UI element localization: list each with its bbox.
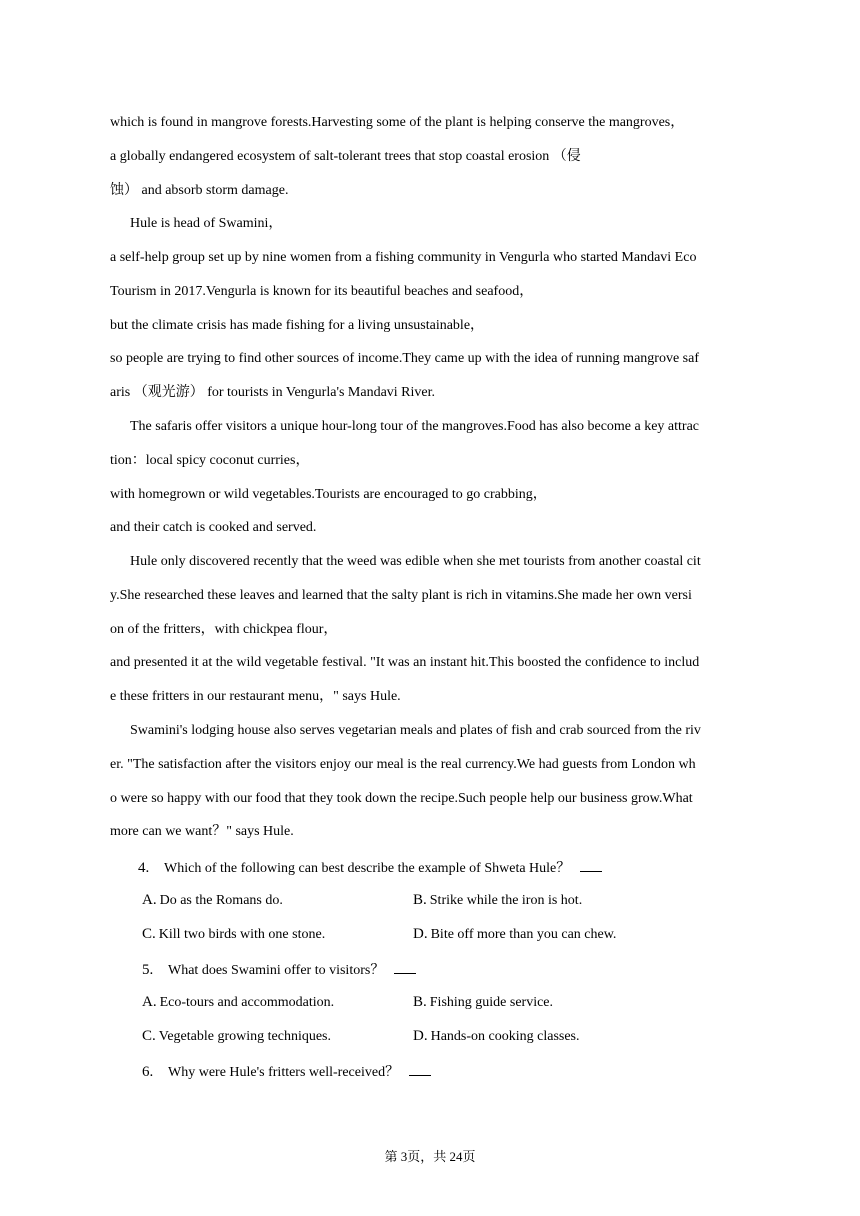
option-5c[interactable]	[142, 1027, 331, 1046]
passage-line: with homegrown or wild vegetables.Tourists are encouraged to go crabbing，	[110, 487, 547, 502]
option-text: Strike while the iron is hot.	[429, 893, 583, 908]
option-letter: D.	[413, 926, 428, 942]
option-4c[interactable]	[142, 925, 325, 944]
option-letter: C.	[142, 926, 156, 942]
passage-line: so people are trying to find other sources of income.They came up with the idea of running mangrove saf	[110, 351, 699, 366]
option-letter: A.	[142, 892, 157, 908]
option-4d[interactable]	[413, 925, 616, 944]
passage-line: er. "The satisfaction after the visitors enjoy our meal is the real currency.We had guests from London wh	[110, 757, 696, 772]
option-5b[interactable]	[413, 993, 553, 1012]
question-number: 6.	[142, 1064, 154, 1080]
passage-line: but the climate crisis has made fishing for a living unsustainable，	[110, 318, 485, 333]
question-5	[142, 959, 416, 980]
passage-line: 蚀） and absorb storm damage.	[110, 183, 289, 198]
passage-line: on of the fritters，with chickpea flour，	[110, 622, 338, 637]
option-text: Kill two birds with one stone.	[158, 927, 326, 942]
passage-line: Tourism in 2017.Vengurla is known for its beautiful beaches and seafood，	[110, 284, 534, 299]
question-text: Which of the following can best describe the example of Shweta Hule？	[164, 861, 571, 876]
passage-line: which is found in mangrove forests.Harvesting some of the plant is helping conserve the mangroves，	[110, 115, 685, 130]
passage-line: Hule only discovered recently that the weed was edible when she met tourists from another coastal cit	[130, 554, 701, 569]
option-4b[interactable]	[413, 891, 582, 910]
passage-line: The safaris offer visitors a unique hour-long tour of the mangroves.Food has also become a key attrac	[130, 419, 700, 434]
option-4a[interactable]	[142, 891, 283, 910]
passage-line: a self-help group set up by nine women from a fishing community in Vengurla who started Mandavi Eco	[110, 250, 697, 265]
option-text: Hands-on cooking classes.	[430, 1029, 580, 1044]
question-number: 5.	[142, 962, 154, 978]
page-footer: 第 3页，共 24页	[384, 1149, 476, 1164]
question-text: Why were Hule's fritters well-received？	[168, 1065, 400, 1080]
passage-line: Swamini's lodging house also serves vegetarian meals and plates of fish and crab sourced from the riv	[130, 723, 701, 738]
answer-blank[interactable]	[409, 1061, 431, 1076]
passage-line: and their catch is cooked and served.	[110, 520, 317, 535]
passage-line: tion：local spicy coconut curries，	[110, 453, 310, 468]
option-text: Eco-tours and accommodation.	[159, 995, 335, 1010]
question-6	[142, 1061, 431, 1082]
passage-line: y.She researched these leaves and learned that the salty plant is rich in vitamins.She made her own versi	[110, 588, 692, 603]
option-text: Bite off more than you can chew.	[430, 927, 617, 942]
passage-line: and presented it at the wild vegetable festival. "It was an instant hit.This boosted the confidence to includ	[110, 655, 700, 670]
option-text: Do as the Romans do.	[159, 893, 283, 908]
question-text: What does Swamini offer to visitors？	[168, 963, 385, 978]
option-text: Fishing guide service.	[429, 995, 554, 1010]
option-letter: A.	[142, 994, 157, 1010]
option-5a[interactable]	[142, 993, 334, 1012]
passage-line: aris （观光游） for tourists in Vengurla's Mandavi River.	[110, 385, 436, 400]
question-number: 4.	[138, 860, 150, 876]
option-text: Vegetable growing techniques.	[158, 1029, 331, 1044]
question-4	[138, 857, 602, 878]
passage-line: e these fritters in our restaurant menu，" says Hule.	[110, 689, 401, 704]
option-letter: C.	[142, 1028, 156, 1044]
option-letter: B.	[413, 892, 427, 908]
option-letter: D.	[413, 1028, 428, 1044]
passage-line: o were so happy with our food that they took down the recipe.Such people help our business grow.What	[110, 791, 693, 806]
passage-line: more can we want？" says Hule.	[110, 824, 294, 839]
option-5d[interactable]	[413, 1027, 580, 1046]
answer-blank[interactable]	[394, 959, 416, 974]
passage-line: a globally endangered ecosystem of salt-tolerant trees that stop coastal erosion （侵	[110, 149, 581, 164]
option-letter: B.	[413, 994, 427, 1010]
answer-blank[interactable]	[580, 857, 602, 872]
passage-line: Hule is head of Swamini，	[130, 216, 283, 231]
